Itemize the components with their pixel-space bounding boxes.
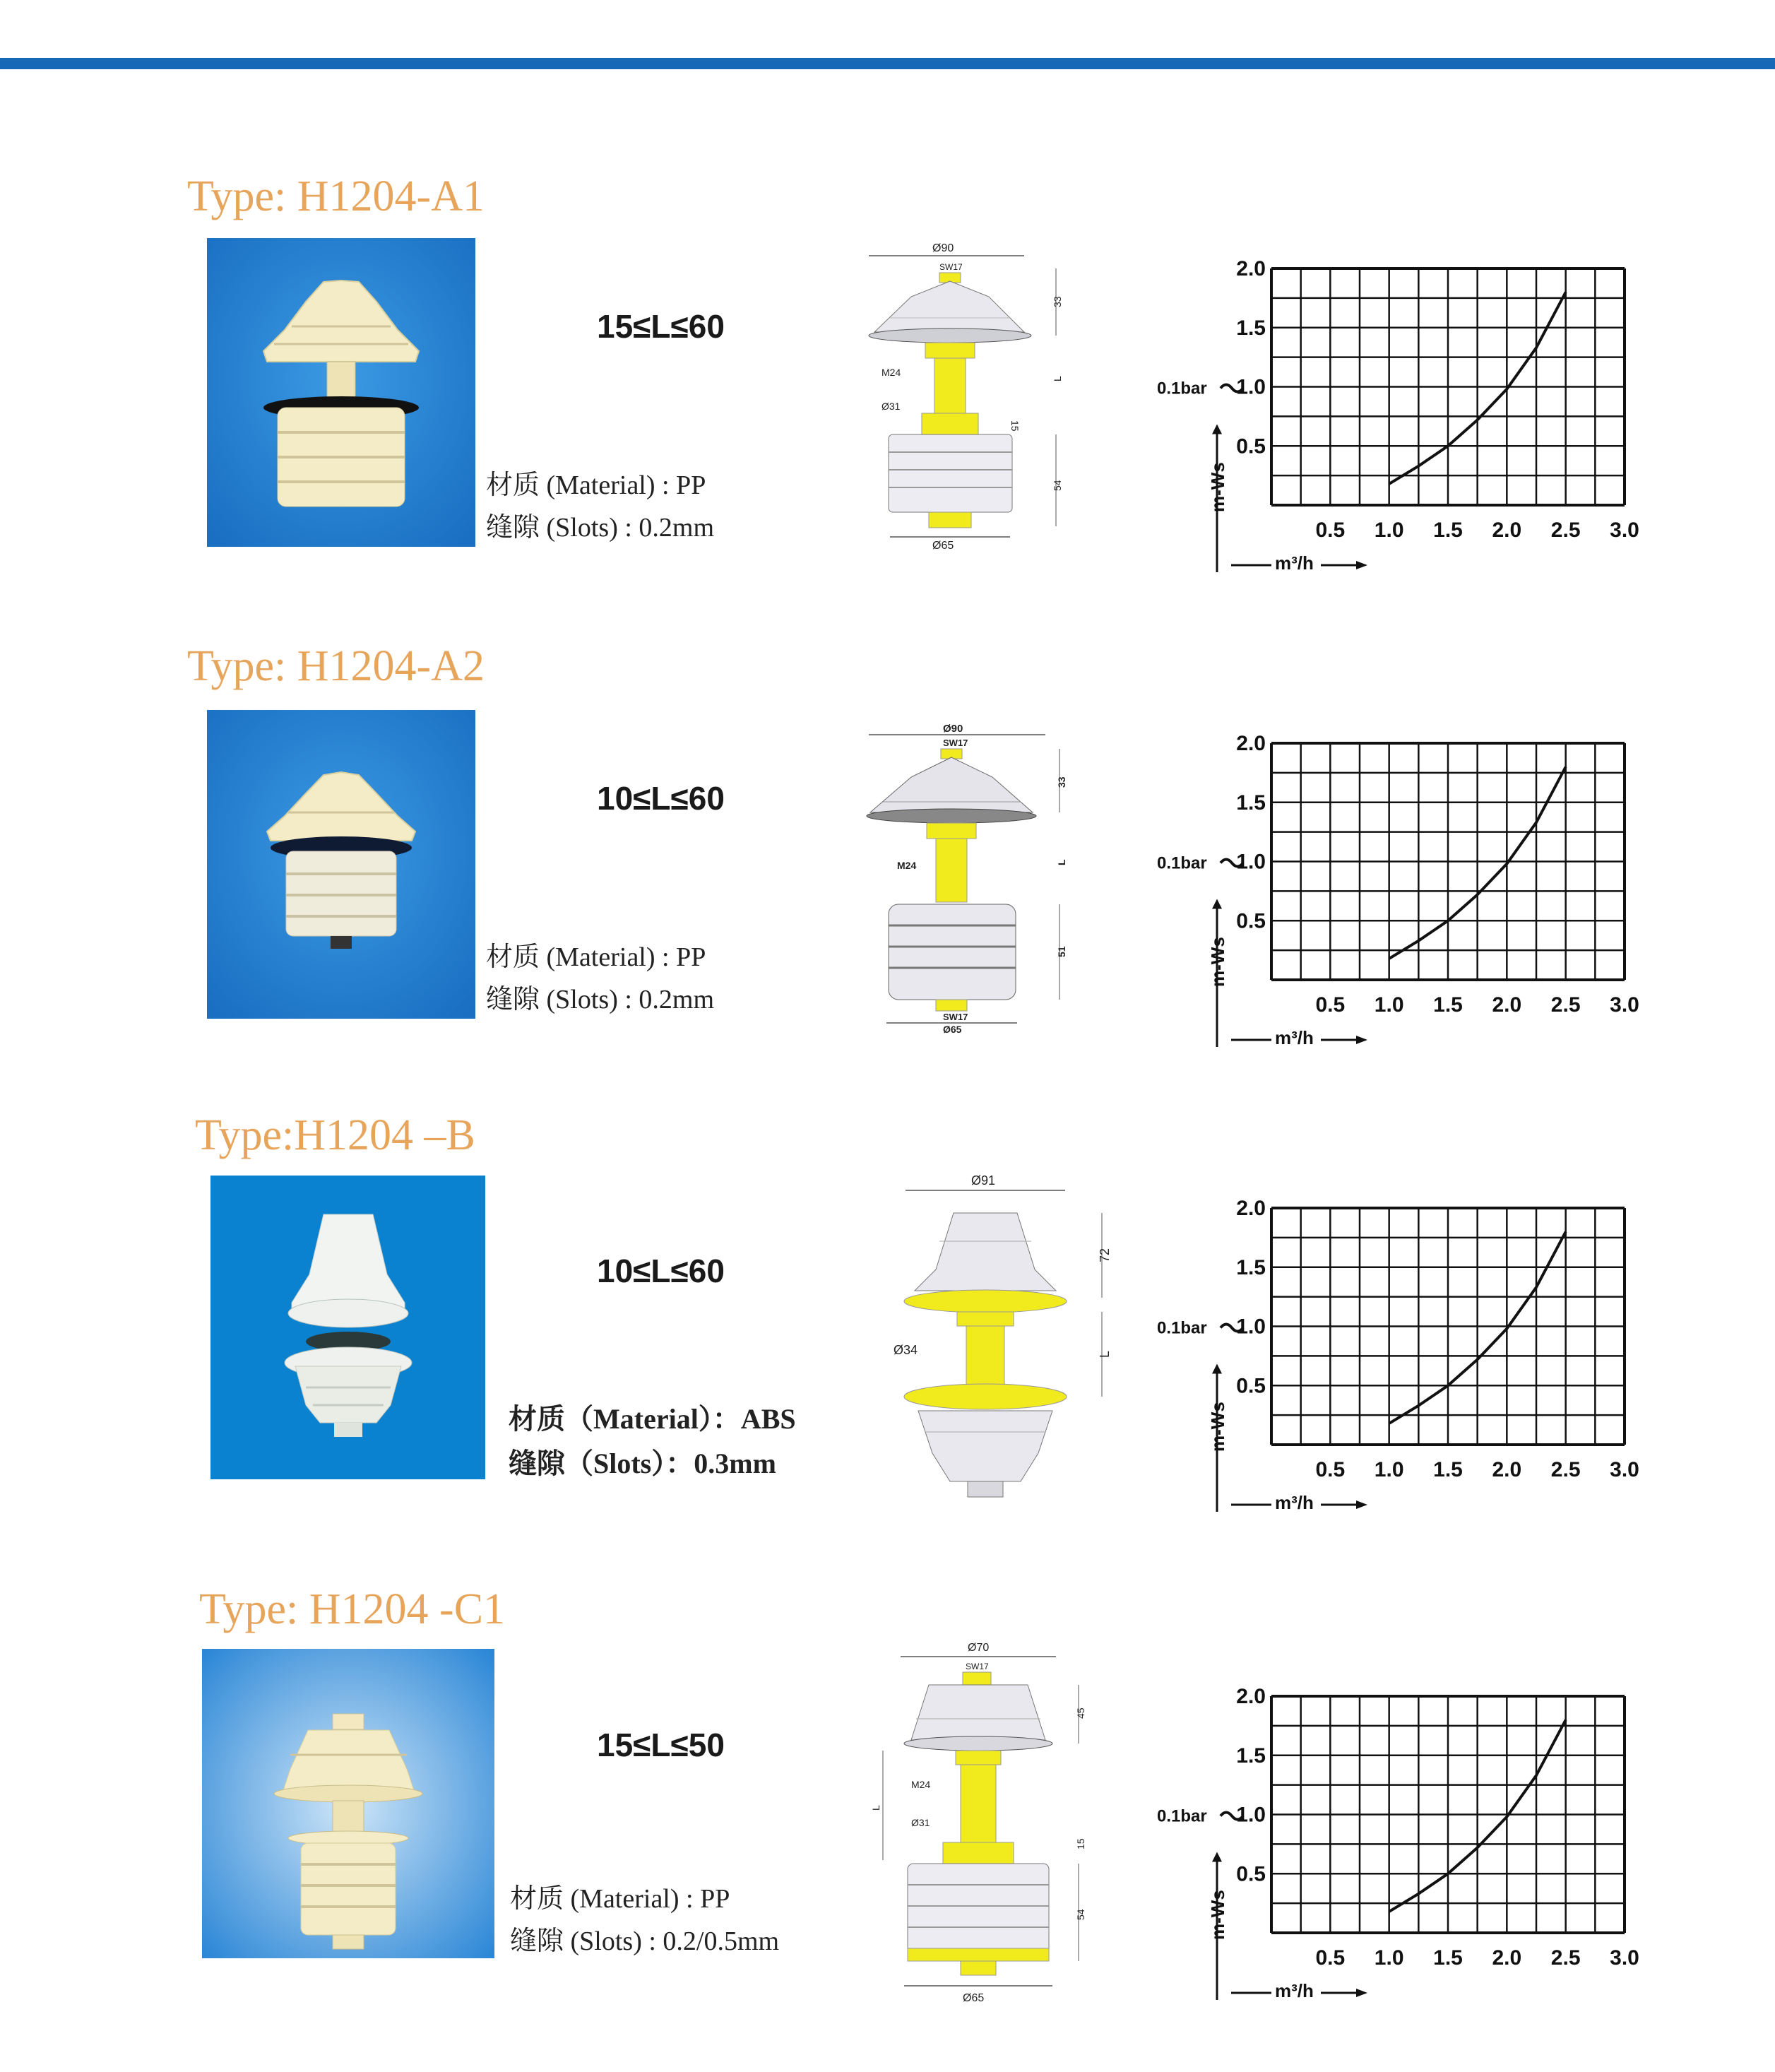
y-tick-label: 0.5 [1236, 1374, 1266, 1398]
y-axis-label: m-Ws [1207, 1402, 1228, 1452]
y-tick-label: 2.0 [1236, 257, 1266, 280]
product-photo [207, 710, 475, 1019]
x-tick-label: 2.5 [1550, 519, 1581, 542]
material-text: 材质 (Material) : PP [486, 470, 706, 500]
dim-wrench: SW17 [943, 738, 968, 748]
x-tick-label: 1.5 [1433, 519, 1463, 542]
arrow-right-icon [1356, 1036, 1367, 1044]
y-axis-label: m-Ws [1207, 462, 1228, 512]
dim-length: L [1098, 1350, 1112, 1358]
y-tick-label: 0.5 [1236, 1862, 1266, 1886]
x-tick-label: 2.0 [1492, 1458, 1522, 1481]
pressure-flow-chart [1151, 233, 1646, 572]
dim-gap: 15 [1075, 1838, 1086, 1849]
product-photo [202, 1649, 494, 1958]
dim-length: L [1056, 859, 1067, 865]
x-tick-label: 1.5 [1433, 1946, 1463, 1970]
product-photo [207, 238, 475, 547]
dim-neck-diameter: Ø31 [911, 1817, 930, 1828]
y-annotation: 0.1bar [1157, 1318, 1207, 1338]
arrow-up-icon [1212, 899, 1222, 909]
pressure-flow-chart [1151, 1173, 1646, 1512]
length-range: 15≤L≤60 [597, 308, 725, 345]
dim-body-height: 51 [1056, 946, 1067, 957]
x-tick-label: 0.5 [1315, 993, 1346, 1017]
x-tick-label: 3.0 [1610, 1458, 1639, 1481]
length-range: 15≤L≤50 [597, 1727, 725, 1763]
material-text: 材质（Material）：ABS [509, 1403, 796, 1435]
y-tick-label: 1.5 [1236, 1744, 1266, 1768]
y-tick-label: 0.5 [1236, 909, 1266, 933]
y-tick-label: 1.0 [1236, 1803, 1266, 1827]
dim-neck-diameter: Ø34 [894, 1343, 918, 1357]
arrow-up-icon [1212, 1852, 1222, 1862]
dim-cap-height: 72 [1098, 1248, 1112, 1262]
dim-gap: 15 [1009, 420, 1021, 432]
slots-text: 缝隙 (Slots) : 0.2mm [486, 513, 715, 543]
dim-wrench: SW17 [966, 1662, 989, 1671]
x-axis-label: m³/h [1275, 552, 1314, 574]
product-section-a1 [0, 162, 1775, 657]
x-tick-label: 3.0 [1610, 1946, 1639, 1970]
x-axis-label: m³/h [1275, 1492, 1314, 1513]
arrow-up-icon [1212, 425, 1222, 434]
dim-bottom-diameter: Ø65 [963, 1992, 985, 2004]
x-tick-label: 1.0 [1374, 993, 1404, 1017]
product-photo [210, 1176, 485, 1479]
type-title: Type:H1204 –B [195, 1111, 475, 1159]
x-axis-label: m³/h [1275, 1027, 1314, 1048]
x-tick-label: 1.0 [1374, 519, 1404, 542]
type-title: Type: H1204-A1 [187, 172, 485, 220]
x-tick-label: 2.0 [1492, 993, 1522, 1017]
length-range: 10≤L≤60 [597, 780, 725, 817]
x-tick-label: 2.0 [1492, 519, 1522, 542]
pressure-flow-chart [1151, 708, 1646, 1047]
dim-neck-diameter: Ø31 [881, 401, 901, 412]
slots-text: 缝隙 (Slots) : 0.2/0.5mm [510, 1926, 780, 1956]
x-tick-label: 3.0 [1610, 519, 1639, 542]
y-tick-label: 1.5 [1236, 791, 1266, 815]
y-tick-label: 2.0 [1236, 732, 1266, 755]
header-accent-bar [0, 58, 1775, 69]
y-annotation: 0.1bar [1157, 853, 1207, 873]
dim-body-height: 54 [1075, 1909, 1086, 1920]
y-axis-label: m-Ws [1207, 1890, 1228, 1940]
x-tick-label: 0.5 [1315, 519, 1346, 542]
arrow-right-icon [1356, 1500, 1367, 1509]
dim-wrench: SW17 [939, 262, 963, 272]
dim-length: L [870, 1805, 881, 1811]
product-section-b [0, 1103, 1775, 1598]
arrow-right-icon [1356, 1989, 1367, 1997]
dim-thread: M24 [897, 860, 917, 871]
dim-bottom-diameter: Ø65 [943, 1024, 962, 1035]
x-tick-label: 0.5 [1315, 1458, 1346, 1481]
dim-thread: M24 [911, 1779, 931, 1790]
x-tick-label: 2.5 [1550, 993, 1581, 1017]
x-tick-label: 1.5 [1433, 993, 1463, 1017]
x-tick-label: 3.0 [1610, 993, 1639, 1017]
dim-length: L [1052, 376, 1063, 381]
y-tick-label: 1.0 [1236, 1315, 1266, 1339]
technical-drawing [872, 1634, 1105, 2008]
pressure-flow-chart [1151, 1661, 1646, 2000]
x-tick-label: 2.5 [1550, 1946, 1581, 1970]
dim-top-diameter: Ø91 [971, 1173, 996, 1188]
dim-bottom-diameter: Ø65 [932, 540, 954, 552]
technical-drawing [862, 240, 1074, 551]
dim-top-diameter: Ø90 [943, 723, 963, 735]
dim-cap-height: 45 [1075, 1707, 1086, 1719]
technical-drawing [890, 1171, 1116, 1524]
x-tick-label: 1.0 [1374, 1946, 1404, 1970]
material-text: 材质 (Material) : PP [510, 1884, 730, 1914]
dim-cap-height: 33 [1052, 296, 1063, 307]
y-tick-label: 2.0 [1236, 1685, 1266, 1708]
type-title: Type: H1204-A2 [187, 642, 485, 690]
y-tick-label: 0.5 [1236, 434, 1266, 458]
y-tick-label: 1.5 [1236, 316, 1266, 340]
slots-text: 缝隙 (Slots) : 0.2mm [486, 985, 715, 1014]
y-tick-label: 1.0 [1236, 375, 1266, 399]
dim-bottom-wrench: SW17 [943, 1012, 968, 1022]
y-axis-label: m-Ws [1207, 937, 1228, 987]
slots-text: 缝隙（Slots）：0.3mm [509, 1448, 776, 1479]
dim-thread: M24 [881, 367, 901, 378]
x-tick-label: 1.0 [1374, 1458, 1404, 1481]
x-tick-label: 2.5 [1550, 1458, 1581, 1481]
dim-body-height: 54 [1052, 480, 1063, 491]
y-annotation: 0.1bar [1157, 1806, 1207, 1826]
y-annotation: 0.1bar [1157, 379, 1207, 398]
y-tick-label: 1.0 [1236, 850, 1266, 874]
arrow-up-icon [1212, 1364, 1222, 1374]
y-tick-label: 1.5 [1236, 1255, 1266, 1279]
dim-cap-height: 33 [1056, 776, 1067, 788]
type-title: Type: H1204 -C1 [199, 1585, 506, 1633]
dim-top-diameter: Ø70 [968, 1642, 990, 1654]
material-text: 材质 (Material) : PP [486, 942, 706, 972]
product-section-c1 [0, 1577, 1775, 2072]
product-section-a2 [0, 634, 1775, 1129]
x-tick-label: 0.5 [1315, 1946, 1346, 1970]
x-tick-label: 1.5 [1433, 1458, 1463, 1481]
dim-top-diameter: Ø90 [932, 242, 954, 254]
x-axis-label: m³/h [1275, 1980, 1314, 2001]
x-tick-label: 2.0 [1492, 1946, 1522, 1970]
y-tick-label: 2.0 [1236, 1197, 1266, 1220]
arrow-right-icon [1356, 561, 1367, 569]
technical-drawing [862, 721, 1074, 1035]
length-range: 10≤L≤60 [597, 1253, 725, 1289]
